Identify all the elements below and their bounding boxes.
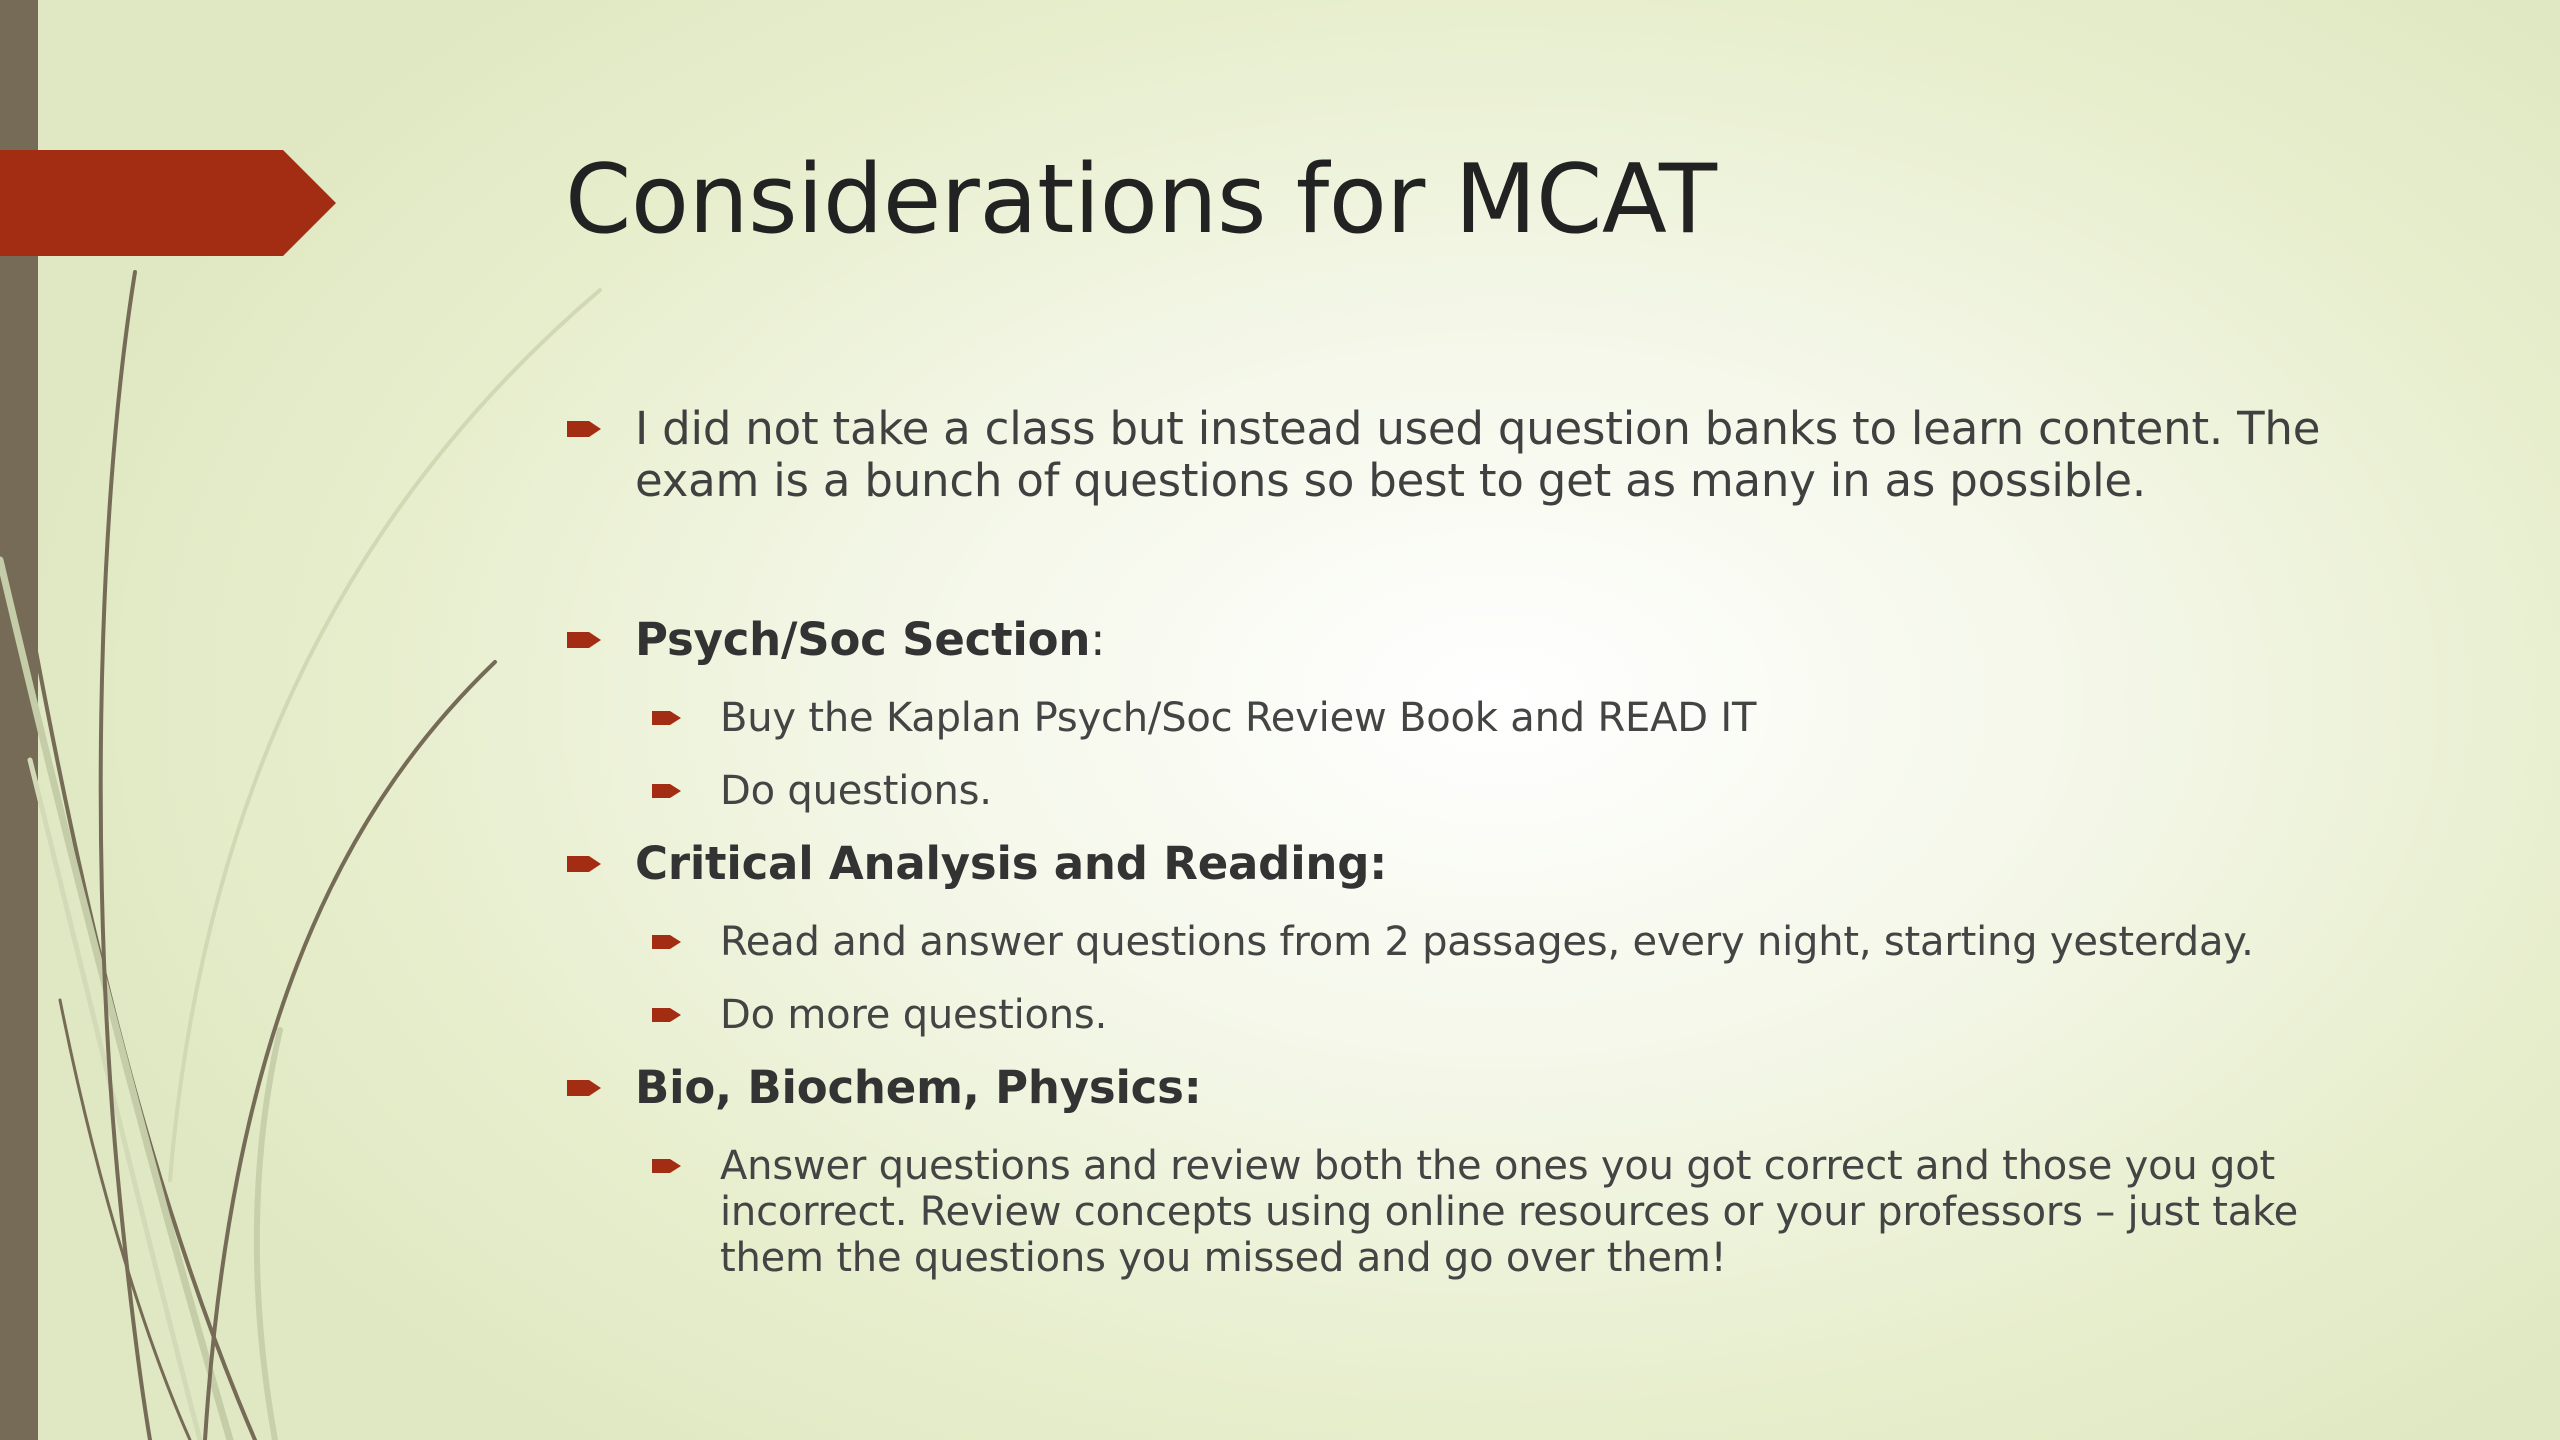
sub-bullet xyxy=(650,768,2450,814)
arrow-bullet-icon xyxy=(565,1062,605,1114)
arrow-bullet-icon xyxy=(650,919,684,965)
arrow-bullet-icon xyxy=(650,1143,684,1189)
arrow-bullet-icon xyxy=(565,614,605,666)
section-heading-text: Bio, Biochem, Physics: xyxy=(635,1061,1202,1114)
section-heading-critical-analysis xyxy=(565,838,2495,890)
section-heading-psych-soc xyxy=(565,614,2495,666)
title-arrow-shape xyxy=(0,150,336,256)
sub-bullet xyxy=(650,919,2450,965)
arrow-bullet-icon xyxy=(565,403,605,455)
sub-bullet-text-line-2: incorrect. Review concepts using online resources or your professors – just take xyxy=(720,1189,2299,1235)
arrow-bullet-icon xyxy=(565,838,605,890)
section-heading-bio-biochem-physics xyxy=(565,1062,2495,1114)
section-heading-colon: : xyxy=(1090,613,1106,666)
sub-bullet xyxy=(650,1143,2450,1281)
intro-bullet xyxy=(565,403,2495,507)
arrow-bullet-icon xyxy=(650,992,684,1038)
section-heading-text: Critical Analysis and Reading: xyxy=(635,837,1388,890)
sub-bullet-text-line-1: Answer questions and review both the ones you got correct and those you got xyxy=(720,1143,2275,1189)
sub-bullet-text-line-3: them the questions you missed and go over them! xyxy=(720,1235,1727,1281)
sub-bullet-text: Do more questions. xyxy=(720,992,1108,1038)
sub-bullet-text: Buy the Kaplan Psych/Soc Review Book and READ IT xyxy=(720,695,1757,741)
slide-title: Considerations for MCAT xyxy=(565,145,1717,255)
section-heading-text: Psych/Soc Section xyxy=(635,613,1091,666)
sub-bullet xyxy=(650,695,2450,741)
sub-bullet xyxy=(650,992,2450,1038)
sub-bullet-text: Do questions. xyxy=(720,768,992,814)
intro-text-line-1: I did not take a class but instead used question banks to learn content. The xyxy=(635,402,2321,455)
arrow-bullet-icon xyxy=(650,768,684,814)
arrow-bullet-icon xyxy=(650,695,684,741)
sub-bullet-text: Read and answer questions from 2 passages, every night, starting yesterday. xyxy=(720,919,2254,965)
intro-text-line-2: exam is a bunch of questions so best to get as many in as possible. xyxy=(635,454,2146,507)
